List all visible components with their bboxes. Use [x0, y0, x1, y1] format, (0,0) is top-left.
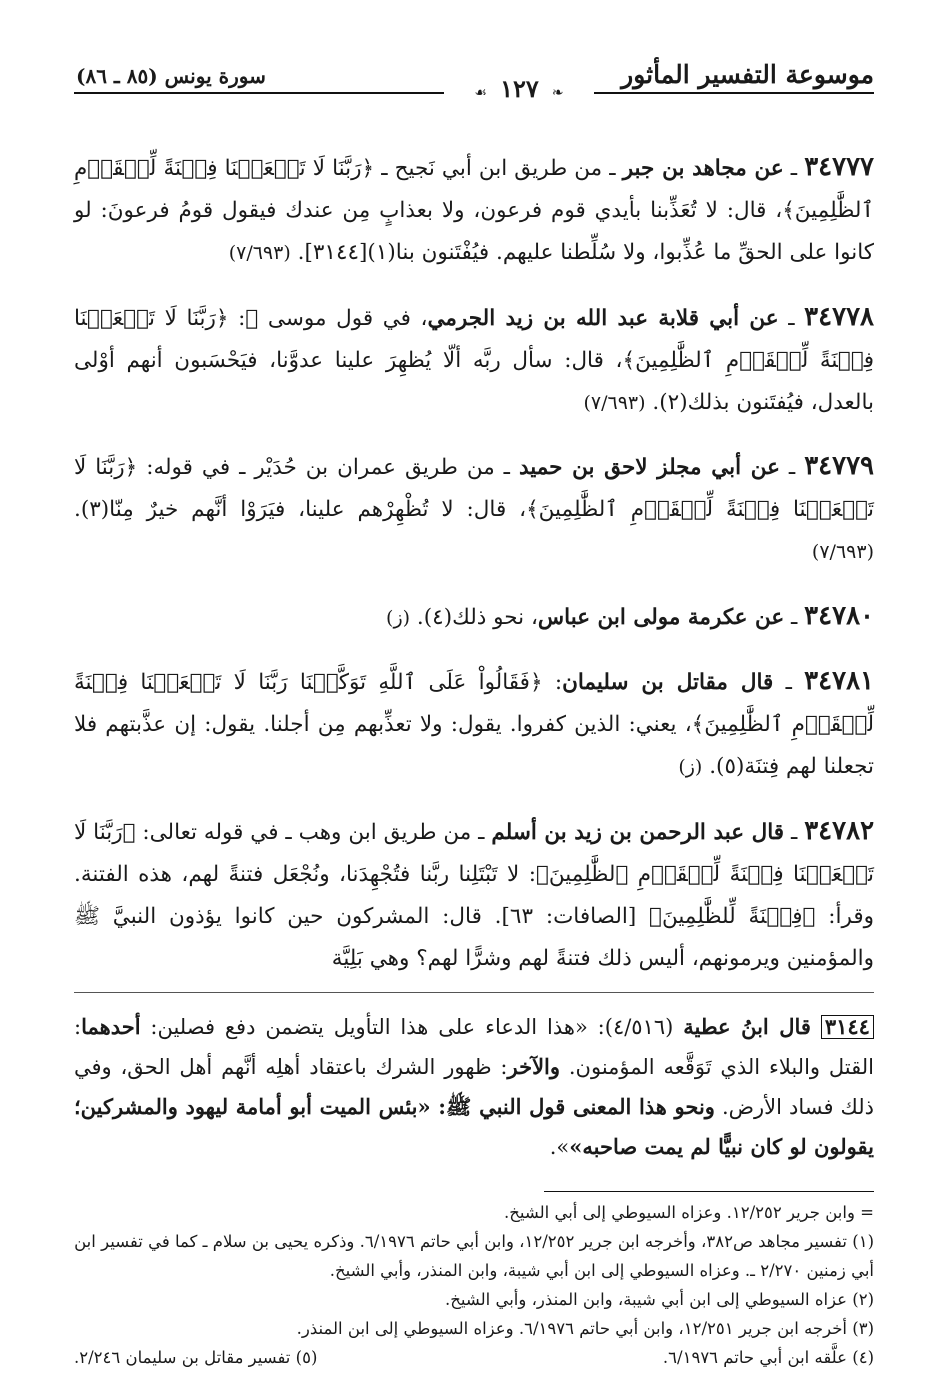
commentary-end: ». — [549, 1134, 570, 1159]
narrator: قال عبد الرحمن بن زيد بن أسلم — [491, 819, 785, 845]
entry-34779: ٣٤٧٧٩ ـ عن أبي مجلز لاحق بن حميد ـ من طريق عمران بن حُدَيْر ـ في قوله: ﴿رَبَّنَا لَا تَجۡعَلۡنَا فِتۡنَةً لِّلۡقَوۡمِ ٱلظَّٰلِمِينَ﴾، قال: لا تُظْهِرْهم علينا، فيَرَوْا أنَّهم خيرٌ مِنّا(٣). (٧/٦٩٣) — [74, 451, 875, 563]
entry-text: : ﴿فَقَالُواْ عَلَى ٱللَّهِ تَوَكَّلۡنَا رَبَّنَا لَا تَجۡعَلۡنَا فِتۡنَةً لِّلۡقَوۡمِ ٱلظَّٰلِمِينَ﴾، يعني: الذين كفروا. يقول: ولا تعذِّبهم مِن أجلنا. يقول: إن عذَّبتهم فلا تجعلنا لهم فِتنَة(٥). — [74, 670, 874, 779]
footnote-2: (٢) عزاه السيوطي إلى ابن أبي شيبة، وابن المنذر، وأبي الشيخ. — [445, 1289, 874, 1309]
commentary-block — [74, 1007, 874, 1167]
commentary-hadith: ونحو هذا المعنى قول النبي ﷺ: «بئس الميت أبو أمامة ليهود والمشركين؛ يقولون لو كان نبيًّا لم يمت صاحبه» — [74, 1093, 874, 1159]
footnote-1: (١) تفسير مجاهد ص٣٨٢، وأخرجه ابن جرير ١٢/٢٥٢، وابن أبي حاتم ٦/١٩٧٦. وذكره يحيى بن سلام ـ كما في تفسير ابن أبي زمنين ٢/٢٧٠ ـ. وعزاه السيوطي إلى ابن أبي شيبة، وابن المنذر، وأبي الشيخ. — [74, 1231, 874, 1280]
reference: (ز) — [386, 606, 411, 629]
narrator: عن أبي قلابة عبد الله بن زيد الجرمي — [427, 305, 779, 331]
commentary-text: : القتل والبلاء الذي تَوَقَّعه المؤمنون. — [74, 1014, 874, 1079]
narrator: عن مجاهد بن جبر — [622, 156, 784, 181]
surah-name: سورة يونس — [164, 64, 266, 88]
footnote-5: (٥) تفسير مقاتل بن سليمان ٢/٢٤٦. — [74, 1347, 318, 1367]
reference: (٧/٦٩٣) — [228, 242, 291, 264]
page-number-block — [444, 74, 594, 103]
narrator: قال مقاتل بن سليمان — [562, 670, 774, 695]
reference: (ز) — [678, 756, 703, 778]
entry-34782: ٣٤٧٨٢ ـ قال عبد الرحمن بن زيد بن أسلم ـ من طريق ابن وهب ـ في قوله تعالى: ﴿رَبَّنَا لَا تَجۡعَلۡنَا فِتۡنَةً لِّلۡقَوۡمِ ٱلظَّٰلِمِينَ﴾: لا تَبْتَلِنا ربَّنا فتُجْهِدَنا، ونُجْعَل فتنةً لهم، هذه الفتنة. وقرأ: ﴿فِتۡنَةً لِّلظَّٰلِمِينَ﴾ [الصافات: ٦٣]. قال: المشركون حين كانوا يؤذون النبيَّ ﷺ والمؤمنين ويرمونهم، أليس ذلك فتنةً لهم وشرًّا لهم؟ وهي بَلِيَّة — [74, 815, 875, 971]
commentary-author: قال ابنُ عطية — [683, 1013, 811, 1039]
ornament-icon: ☙ — [474, 85, 487, 101]
entries-list — [74, 146, 874, 980]
series-title: موسوعة التفسير المأثور — [621, 60, 874, 89]
commentary-text: : ظهور الشرك باعتقاد أهلِه أنَّهم أهل الحق، وفي ذلك فساد الأرض. — [74, 1054, 874, 1119]
entry-number: ٣٤٧٧٩ — [804, 451, 875, 481]
entry-34781: ٣٤٧٨١ ـ قال مقاتل بن سليمان: ﴿فَقَالُواْ عَلَى ٱللَّهِ تَوَكَّلۡنَا رَبَّنَا لَا تَجۡعَلۡنَا فِتۡنَةً لِّلۡقَوۡمِ ٱلظَّٰلِمِينَ﴾، يعني: الذين كفروا. يقول: ولا تعذِّبهم مِن أجلنا. يقول: إن عذَّبتهم فلا تجعلنا لهم فِتنَة(٥). (ز) — [74, 666, 874, 779]
entry-number: ٣٤٧٨١ — [804, 666, 874, 696]
footnote-4: (٤) علَّقه ابن أبي حاتم ٦/١٩٧٦. — [662, 1347, 874, 1367]
second-label: والآخر — [507, 1053, 561, 1079]
entry-34778: ٣٤٧٧٨ ـ عن أبي قلابة عبد الله بن زيد الجرمي، في قول موسى ﷺ: ﴿رَبَّنَا لَا تَجۡعَلۡنَا فِتۡنَةً لِّلۡقَوۡمِ ٱلظَّٰلِمِينَ﴾، قال: سأل ربَّه ألّا يُظهِرَ علينا عدوَّنا، فيَحْسَبون أنهم أوْلى بالعدل، فيُفتَنون بذلك(٢). (٧/٦٩٣) — [74, 301, 874, 415]
entry-number: ٣٤٧٧٨ — [804, 301, 874, 332]
reference: (٧/٦٩٣) — [811, 541, 874, 563]
ornament-icon: ❧ — [551, 85, 564, 101]
commentary-text: «هذا الدعاء على هذا التأويل يتضمن دفع فصلين: — [150, 1014, 588, 1039]
entry-number: ٣٤٧٨٢ — [804, 815, 875, 846]
narrator: عن عكرمة مولى ابن عباس — [537, 604, 785, 630]
footnote-rule — [544, 1191, 874, 1192]
document-page — [74, 56, 875, 1367]
entry-text: ، في قول موسى ﷺ: ﴿رَبَّنَا لَا تَجۡعَلۡنَا فِتۡنَةً لِّلۡقَوۡمِ ٱلظَّٰلِمِينَ﴾، قال: سأل ربَّه ألّا يُظهِرَ علينا عدوَّنا، فيَحْسَبون أنهم أوْلى بالعدل، فيُفتَنون بذلك(٢). — [74, 305, 874, 415]
entry-number: ٣٤٧٨٠ — [804, 600, 874, 631]
surah-title — [76, 64, 266, 88]
footnote-3: (٣) أخرجه ابن جرير ١٢/٢٥١، وابن أبي حاتم ٦/١٩٧٦. وعزاه السيوطي إلى ابن المنذر. — [296, 1318, 874, 1338]
entry-text: ـ من طريق عمران بن حُدَيْر ـ في قوله: ﴿رَبَّنَا لَا تَجۡعَلۡنَا فِتۡنَةً لِّلۡقَوۡمِ ٱلظَّٰلِمِينَ﴾، قال: لا تُظْهِرْهم علينا، فيَرَوْا أنَّهم خيرٌ مِنّا(٣). — [74, 455, 874, 522]
commentary-number: ٣١٤٤ — [821, 1015, 874, 1039]
reference: (٧/٦٩٣) — [583, 391, 646, 414]
entry-number: ٣٤٧٧٧ — [804, 152, 875, 182]
footnote-continuation: = وابن جرير ١٢/٢٥٢. وعزاه السيوطي إلى أبي الشيخ. — [504, 1202, 874, 1222]
commentary-separator — [74, 992, 874, 993]
footnotes — [74, 1198, 874, 1372]
entry-text: ـ من طريق ابن وهب ـ في قوله تعالى: ﴿رَبَّنَا لَا تَجۡعَلۡنَا فِتۡنَةً لِّلۡقَوۡمِ ٱلظَّٰلِمِينَ﴾: لا تَبْتَلِنا ربَّنا فتُجْهِدَنا، ونُجْعَل فتنةً لهم، هذه الفتنة. وقرأ: ﴿فِتۡنَةً لِّلظَّٰلِمِينَ﴾ [الصافات: ٦٣]. قال: المشركون حين كانوا يؤذون النبيَّ ﷺ والمؤمنين ويرمونهم، أليس ذلك فتنةً لهم وشرًّا لهم؟ وهي بَلِيَّة — [74, 819, 875, 971]
page-number: ١٢٧ — [500, 74, 539, 103]
first-label: أحدهما — [81, 1013, 141, 1039]
entry-34780: ٣٤٧٨٠ ـ عن عكرمة مولى ابن عباس، نحو ذلك(٤). (ز) — [386, 600, 874, 631]
entry-text: ، نحو ذلك(٤). — [416, 604, 538, 630]
page-header — [74, 56, 874, 108]
entry-34777: ٣٤٧٧٧ ـ عن مجاهد بن جبر ـ من طريق ابن أبي نَجيح ـ ﴿رَبَّنَا لَا تَجۡعَلۡنَا فِتۡنَةً لِّلۡقَوۡمِ ٱلظَّٰلِمِينَ﴾، قال: لا تُعَذِّبنا بأيدي قوم فرعون، ولا بعذابٍ مِن عندك فيقول قومُ فرعونَ: لو كانوا على الحقِّ ما عُذِّبوا، ولا سُلِّطنا عليهم. فيُفْتَنون بنا(١)[٣١٤٤]. (٧/٦٩٣) — [74, 152, 875, 265]
verse-range: (٨٥ ـ ٨٦) — [76, 64, 158, 88]
footnote-row — [74, 1343, 874, 1372]
commentary-source: (٤/٥١٦): — [597, 1014, 674, 1039]
entry-text: ـ من طريق ابن أبي نَجيح ـ ﴿رَبَّنَا لَا تَجۡعَلۡنَا فِتۡنَةً لِّلۡقَوۡمِ ٱلظَّٰلِمِينَ﴾، قال: لا تُعَذِّبنا بأيدي قوم فرعون، ولا بعذابٍ مِن عندك فيقول قومُ فرعونَ: لو كانوا على الحقِّ ما عُذِّبوا، ولا سُلِّطنا عليهم. فيُفْتَنون بنا(١)[٣١٤٤]. — [74, 156, 874, 265]
narrator: عن أبي مجلز لاحق بن حميد — [518, 455, 780, 480]
